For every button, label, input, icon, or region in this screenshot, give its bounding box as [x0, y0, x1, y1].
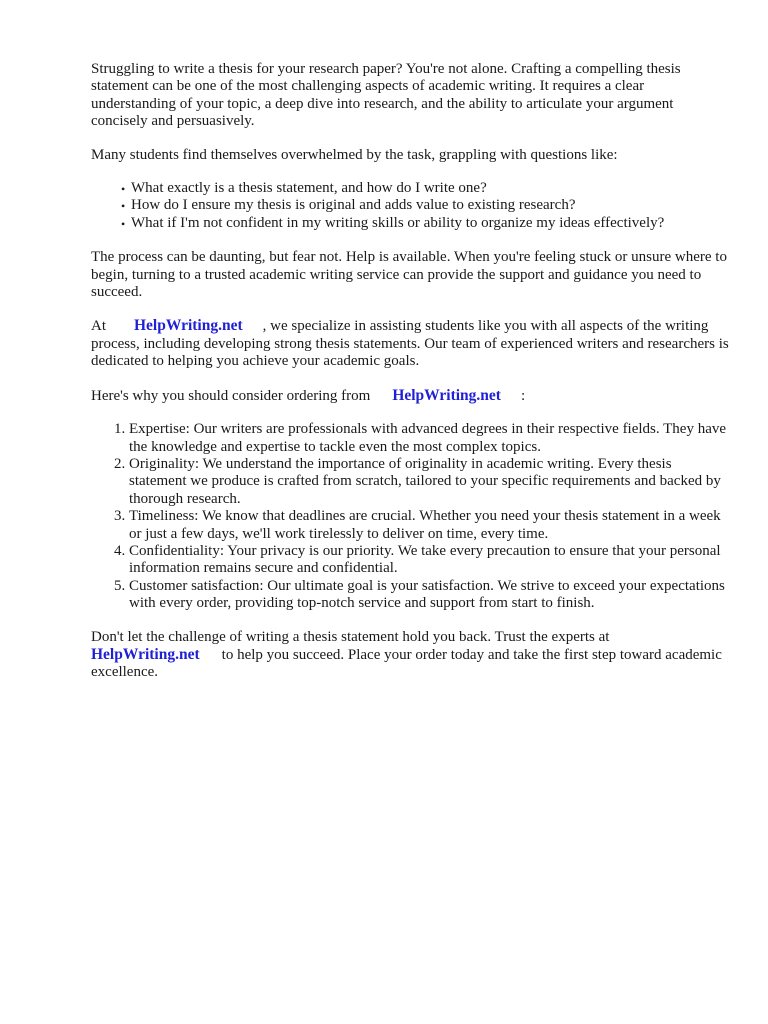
reasons-list	[91, 421, 731, 612]
closing-rest: to help you succeed. Place your order today and take the first step toward academic excellence.	[91, 646, 722, 681]
list-item: • What exactly is a thesis statement, and how do I write one?	[131, 180, 731, 197]
why-paragraph	[91, 387, 731, 405]
list-item: • How do I ensure my thesis is original and adds value to existing research?	[131, 197, 731, 214]
list-item: 4. Confidentiality: Your privacy is our priority. We take every precaution to ensure that your personal information remains secure and confidential.	[129, 543, 731, 578]
questions-lead: Many students find themselves overwhelmed by the task, grappling with questions like:	[91, 146, 618, 163]
document-page	[91, 61, 731, 698]
why-colon: :	[520, 387, 526, 404]
closing-paragraph	[91, 629, 731, 682]
why-text: Here's why you should consider ordering from	[91, 387, 371, 404]
intro-paragraph: Struggling to write a thesis for your research paper? You're not alone. Crafting a compelling thesis statement can be one of the most challenging aspects of academic writing. It requires a clear understanding of your topic, a deep dive into research, and the ability to articulate your argument concisely and persuasively.	[91, 61, 681, 130]
process-paragraph: The process can be daunting, but fear not. Help is available. When you're feeling stuck or unsure where to begin, turning to a trusted academic writing service can provide the support and guidance you need to succeed.	[91, 249, 727, 301]
questions-list	[91, 180, 731, 232]
at-paragraph-rest: , we specialize in assisting students like you with all aspects of the writing process, including developing strong thesis statements. Our team of experienced writers and researchers is dedicated to helping you achieve your academic goals.	[91, 318, 729, 370]
helpwriting-link[interactable]: HelpWriting.net	[91, 645, 200, 663]
list-item: 2. Originality: We understand the importance of originality in academic writing. Every thesis statement we produce is crafted from scratch, tailored to your specific requirements and backed by thorough research.	[129, 456, 731, 508]
helpwriting-link[interactable]: HelpWriting.net	[134, 317, 243, 335]
closing-text: Don't let the challenge of writing a thesis statement hold you back. Trust the experts at	[91, 628, 610, 645]
at-paragraph	[91, 317, 731, 370]
list-item: 3. Timeliness: We know that deadlines are crucial. Whether you need your thesis statement in a week or just a few days, we'll work tirelessly to deliver on time, every time.	[129, 508, 731, 543]
at-text: At	[91, 318, 106, 335]
list-item: 5. Customer satisfaction: Our ultimate goal is your satisfaction. We strive to exceed your expectations with every order, providing top-notch service and support from start to finish.	[129, 578, 731, 613]
helpwriting-link[interactable]: HelpWriting.net	[392, 386, 501, 404]
list-item: • What if I'm not confident in my writing skills or ability to organize my ideas effectively?	[131, 215, 731, 232]
list-item: 1. Expertise: Our writers are professionals with advanced degrees in their respective fields. They have the knowledge and expertise to tackle even the most complex topics.	[129, 421, 731, 456]
